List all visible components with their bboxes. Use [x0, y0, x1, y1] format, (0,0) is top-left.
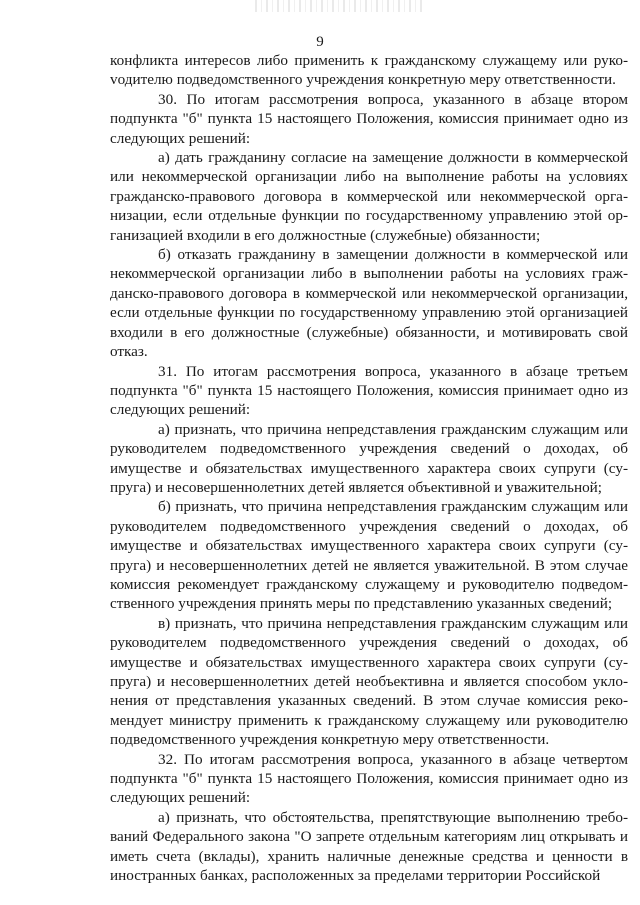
page-number: 9	[316, 34, 324, 50]
paragraph-item-31: 31. По итогам рассмотрения вопроса, указанного в абзаце третьем подпункта "б" пункта 15 настоящего Положения, комиссия принимает одно из следующих решений:	[110, 362, 628, 419]
paragraph-item-31-b: б) признать, что причина непредставления гражданским служащим или руководителем подведомственного учреждения сведений о доходах, об имуществе и обязательствах имущественного характера своих супруги (супруга) и несовершеннолетних детей не является уважительной. В этом случае комиссия рекомендует гражданскому служащему и руководителю подведомственного учреждения принять меры по представлению указанных сведений;	[110, 498, 628, 613]
paragraph-item-32-a: а) признать, что обстоятельства, препятствующие выполнению требований Федерального закона "О запрете отдельным категориям лиц открывать и иметь счета (вклады), хранить наличные денежные средства и ценности в иностранных банках, расположенных за пределами территории Российской	[110, 808, 628, 885]
paragraph-continuation: конфликта интересов либо применить к гражданскому служащему или рукоvодителю подведомственного учреждения конкретную меру ответственности.	[110, 52, 628, 89]
paragraph-item-30-a: а) дать гражданину согласие на замещение должности в коммерческой или некоммерческой организации либо на выполнение работы на условиях гражданско-правового договора в коммерческой или некоммерческой организации, если отдельные функции по государственному управлению этой организацией входили в его должностные (служебные) обязанности;	[110, 149, 628, 244]
document-body	[110, 51, 628, 885]
paragraph-item-30: 30. По итогам рассмотрения вопроса, указанного в абзаце втором подпункта "б" пункта 15 настоящего Положения, комиссия принимает одно из следующих решений:	[110, 90, 628, 147]
paragraph-item-30-b: б) отказать гражданину в замещении должности в коммерческой или некоммерческой организации либо в выполнении работы на условиях гражданско-правового договора в коммерческой или некоммерческой организации, если отдельные функции по государственному управлению этой организацией входили в его должностные (служебные) обязанности, и мотивировать свой отказ.	[110, 246, 628, 361]
paragraph-item-32: 32. По итогам рассмотрения вопроса, указанного в абзаце четвертом подпункта "б" пункта 15 настоящего Положения, комиссия принимает одно из следующих решений:	[110, 750, 628, 807]
paragraph-item-31-v: в) признать, что причина непредставления гражданским служащим или руководителем подведомственного учреждения сведений о доходах, об имуществе и обязательствах имущественного характера своих супруги (супруга) и несовершеннолетних детей необъективна и является способом уклонения от представления указанных сведений. В этом случае комиссия рекомендует министру применить к гражданскому служащему или руководителю подведомственного учреждения конкретную меру ответственности.	[110, 614, 628, 749]
paragraph-item-31-a: а) признать, что причина непредставления гражданским служащим или руководителем подведомственного учреждения сведений о доходах, об имуществе и обязательствах имущественного характера своих супруги (супруга) и несовершеннолетних детей является объективной и уважительной;	[110, 420, 628, 496]
scan-artifact	[255, 0, 425, 12]
